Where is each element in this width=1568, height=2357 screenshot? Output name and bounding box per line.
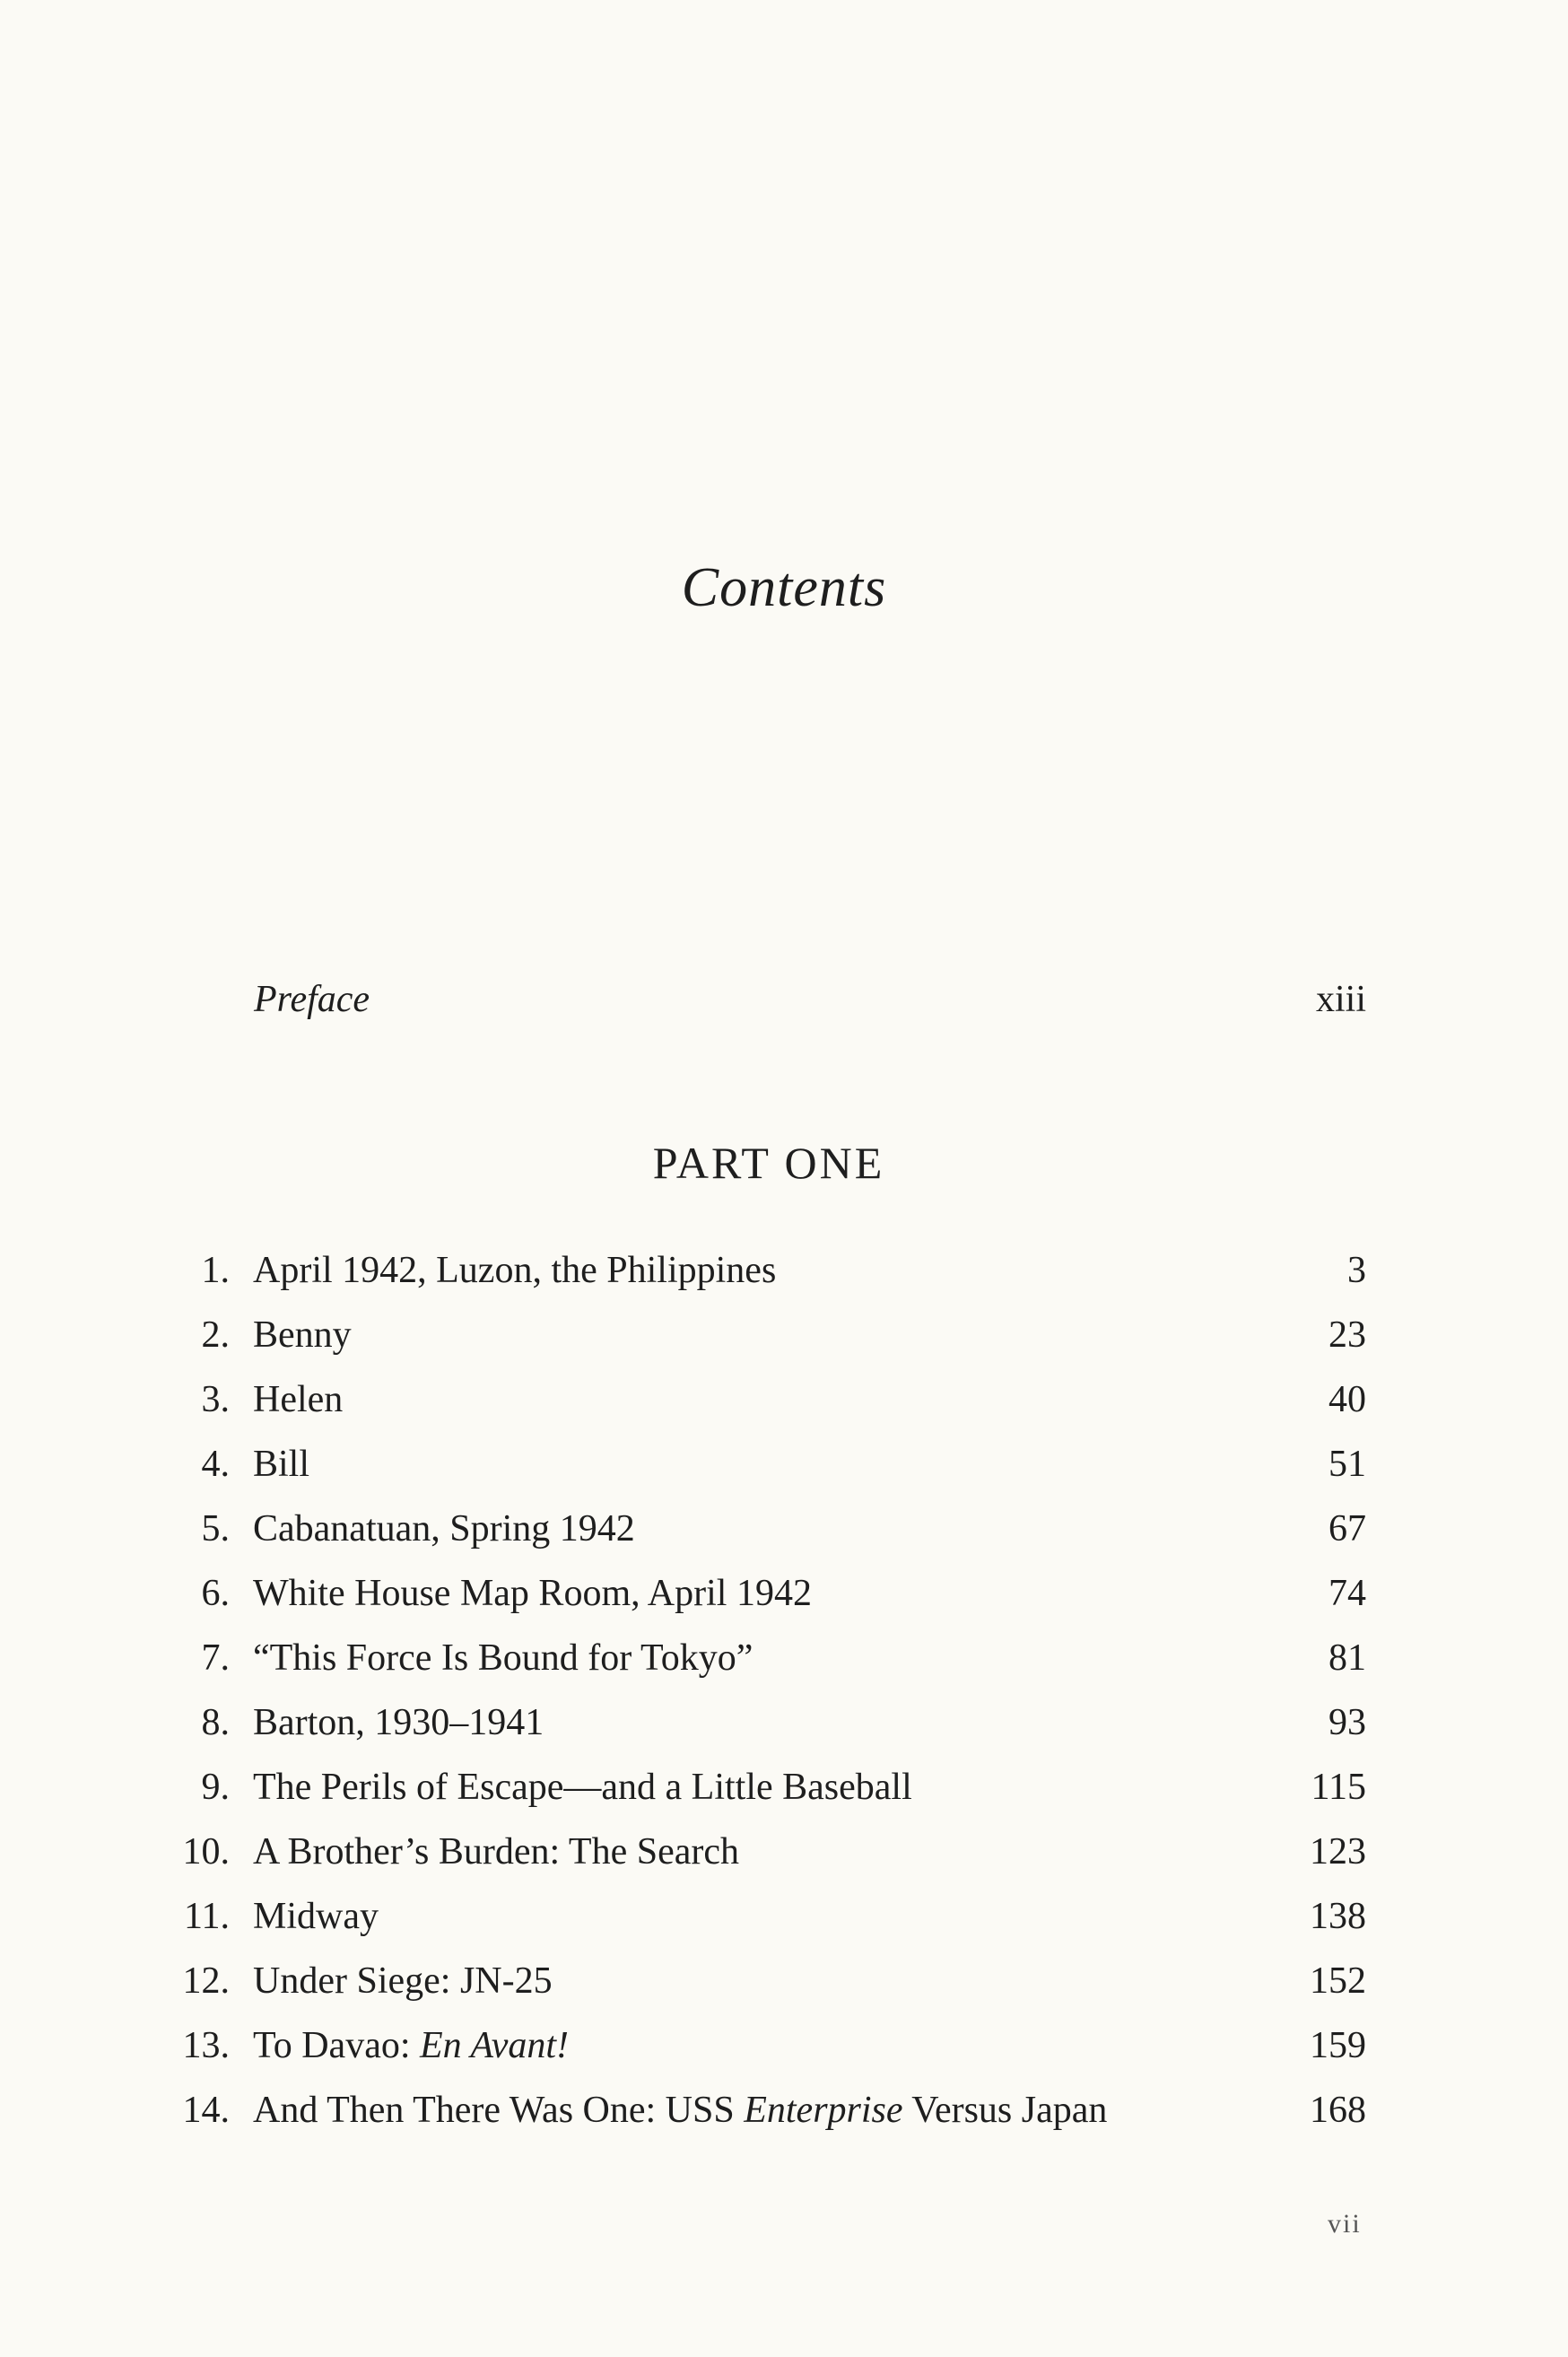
chapter-page-number: 67	[1328, 1508, 1366, 1550]
chapter-page-number: 74	[1328, 1573, 1366, 1614]
chapter-number: 14.	[182, 2090, 230, 2131]
chapter-entry	[161, 1367, 1366, 1432]
chapter-number: 10.	[182, 1831, 230, 1873]
chapter-entry	[161, 1884, 1366, 1949]
chapter-title: White House Map Room, April 1942	[253, 1573, 812, 1614]
chapter-number: 7.	[201, 1637, 230, 1679]
page-folio: vii	[1328, 2209, 1362, 2239]
chapter-title: “This Force Is Bound for Tokyo”	[253, 1637, 754, 1679]
chapter-entry	[161, 1820, 1366, 1884]
chapter-number: 9.	[201, 1767, 230, 1808]
chapter-title: And Then There Was One: USS Enterprise Versus Japan	[253, 2090, 1108, 2131]
preface-page-number: xiii	[1315, 979, 1366, 1020]
chapter-title: Benny	[253, 1314, 352, 1356]
preface-label: Preface	[254, 979, 370, 1020]
chapter-page-number: 152	[1310, 1960, 1366, 2002]
chapter-title: Cabanatuan, Spring 1942	[253, 1508, 635, 1550]
chapter-page-number: 168	[1310, 2090, 1366, 2131]
chapter-number: 13.	[182, 2025, 230, 2066]
chapter-number: 11.	[184, 1896, 230, 1937]
chapter-title: Bill	[253, 1444, 310, 1485]
chapter-entry	[161, 1497, 1366, 1561]
part-heading: PART ONE	[652, 1138, 885, 1188]
preface-entry	[254, 978, 1366, 1032]
chapter-list	[161, 1238, 1366, 2143]
chapter-entry	[161, 2078, 1366, 2143]
chapter-number: 5.	[201, 1508, 230, 1550]
chapter-entry	[161, 1303, 1366, 1367]
chapter-number: 2.	[201, 1314, 230, 1356]
chapter-entry	[161, 1432, 1366, 1497]
chapter-title: April 1942, Luzon, the Philippines	[253, 1250, 777, 1291]
chapter-entry	[161, 1949, 1366, 2013]
chapter-page-number: 138	[1310, 1896, 1366, 1937]
chapter-page-number: 115	[1311, 1767, 1366, 1808]
chapter-entry	[161, 1238, 1366, 1303]
chapter-number: 4.	[201, 1444, 230, 1485]
chapter-entry	[161, 1690, 1366, 1755]
chapter-number: 8.	[201, 1702, 230, 1743]
chapter-title: Barton, 1930–1941	[253, 1702, 544, 1743]
chapter-entry	[161, 1755, 1366, 1820]
chapter-title: Under Siege: JN-25	[253, 1960, 553, 2002]
chapter-title: Helen	[253, 1379, 344, 1420]
chapter-page-number: 23	[1328, 1314, 1366, 1356]
chapter-title: To Davao: En Avant!	[253, 2025, 570, 2066]
chapter-number: 3.	[201, 1379, 230, 1420]
chapter-title: The Perils of Escape—and a Little Baseball	[253, 1767, 912, 1808]
chapter-number: 6.	[201, 1573, 230, 1614]
chapter-number: 1.	[201, 1250, 230, 1291]
chapter-page-number: 159	[1310, 2025, 1366, 2066]
chapter-page-number: 3	[1347, 1250, 1366, 1291]
contents-title: Contents	[681, 557, 887, 618]
chapter-entry	[161, 1561, 1366, 1626]
chapter-entry	[161, 1626, 1366, 1690]
chapter-title: Midway	[253, 1896, 379, 1937]
chapter-entry	[161, 2013, 1366, 2078]
chapter-page-number: 40	[1328, 1379, 1366, 1420]
chapter-number: 12.	[182, 1960, 230, 2002]
chapter-page-number: 81	[1328, 1637, 1366, 1679]
chapter-page-number: 123	[1310, 1831, 1366, 1873]
chapter-page-number: 51	[1328, 1444, 1366, 1485]
chapter-title: A Brother’s Burden: The Search	[253, 1831, 740, 1873]
chapter-page-number: 93	[1328, 1702, 1366, 1743]
